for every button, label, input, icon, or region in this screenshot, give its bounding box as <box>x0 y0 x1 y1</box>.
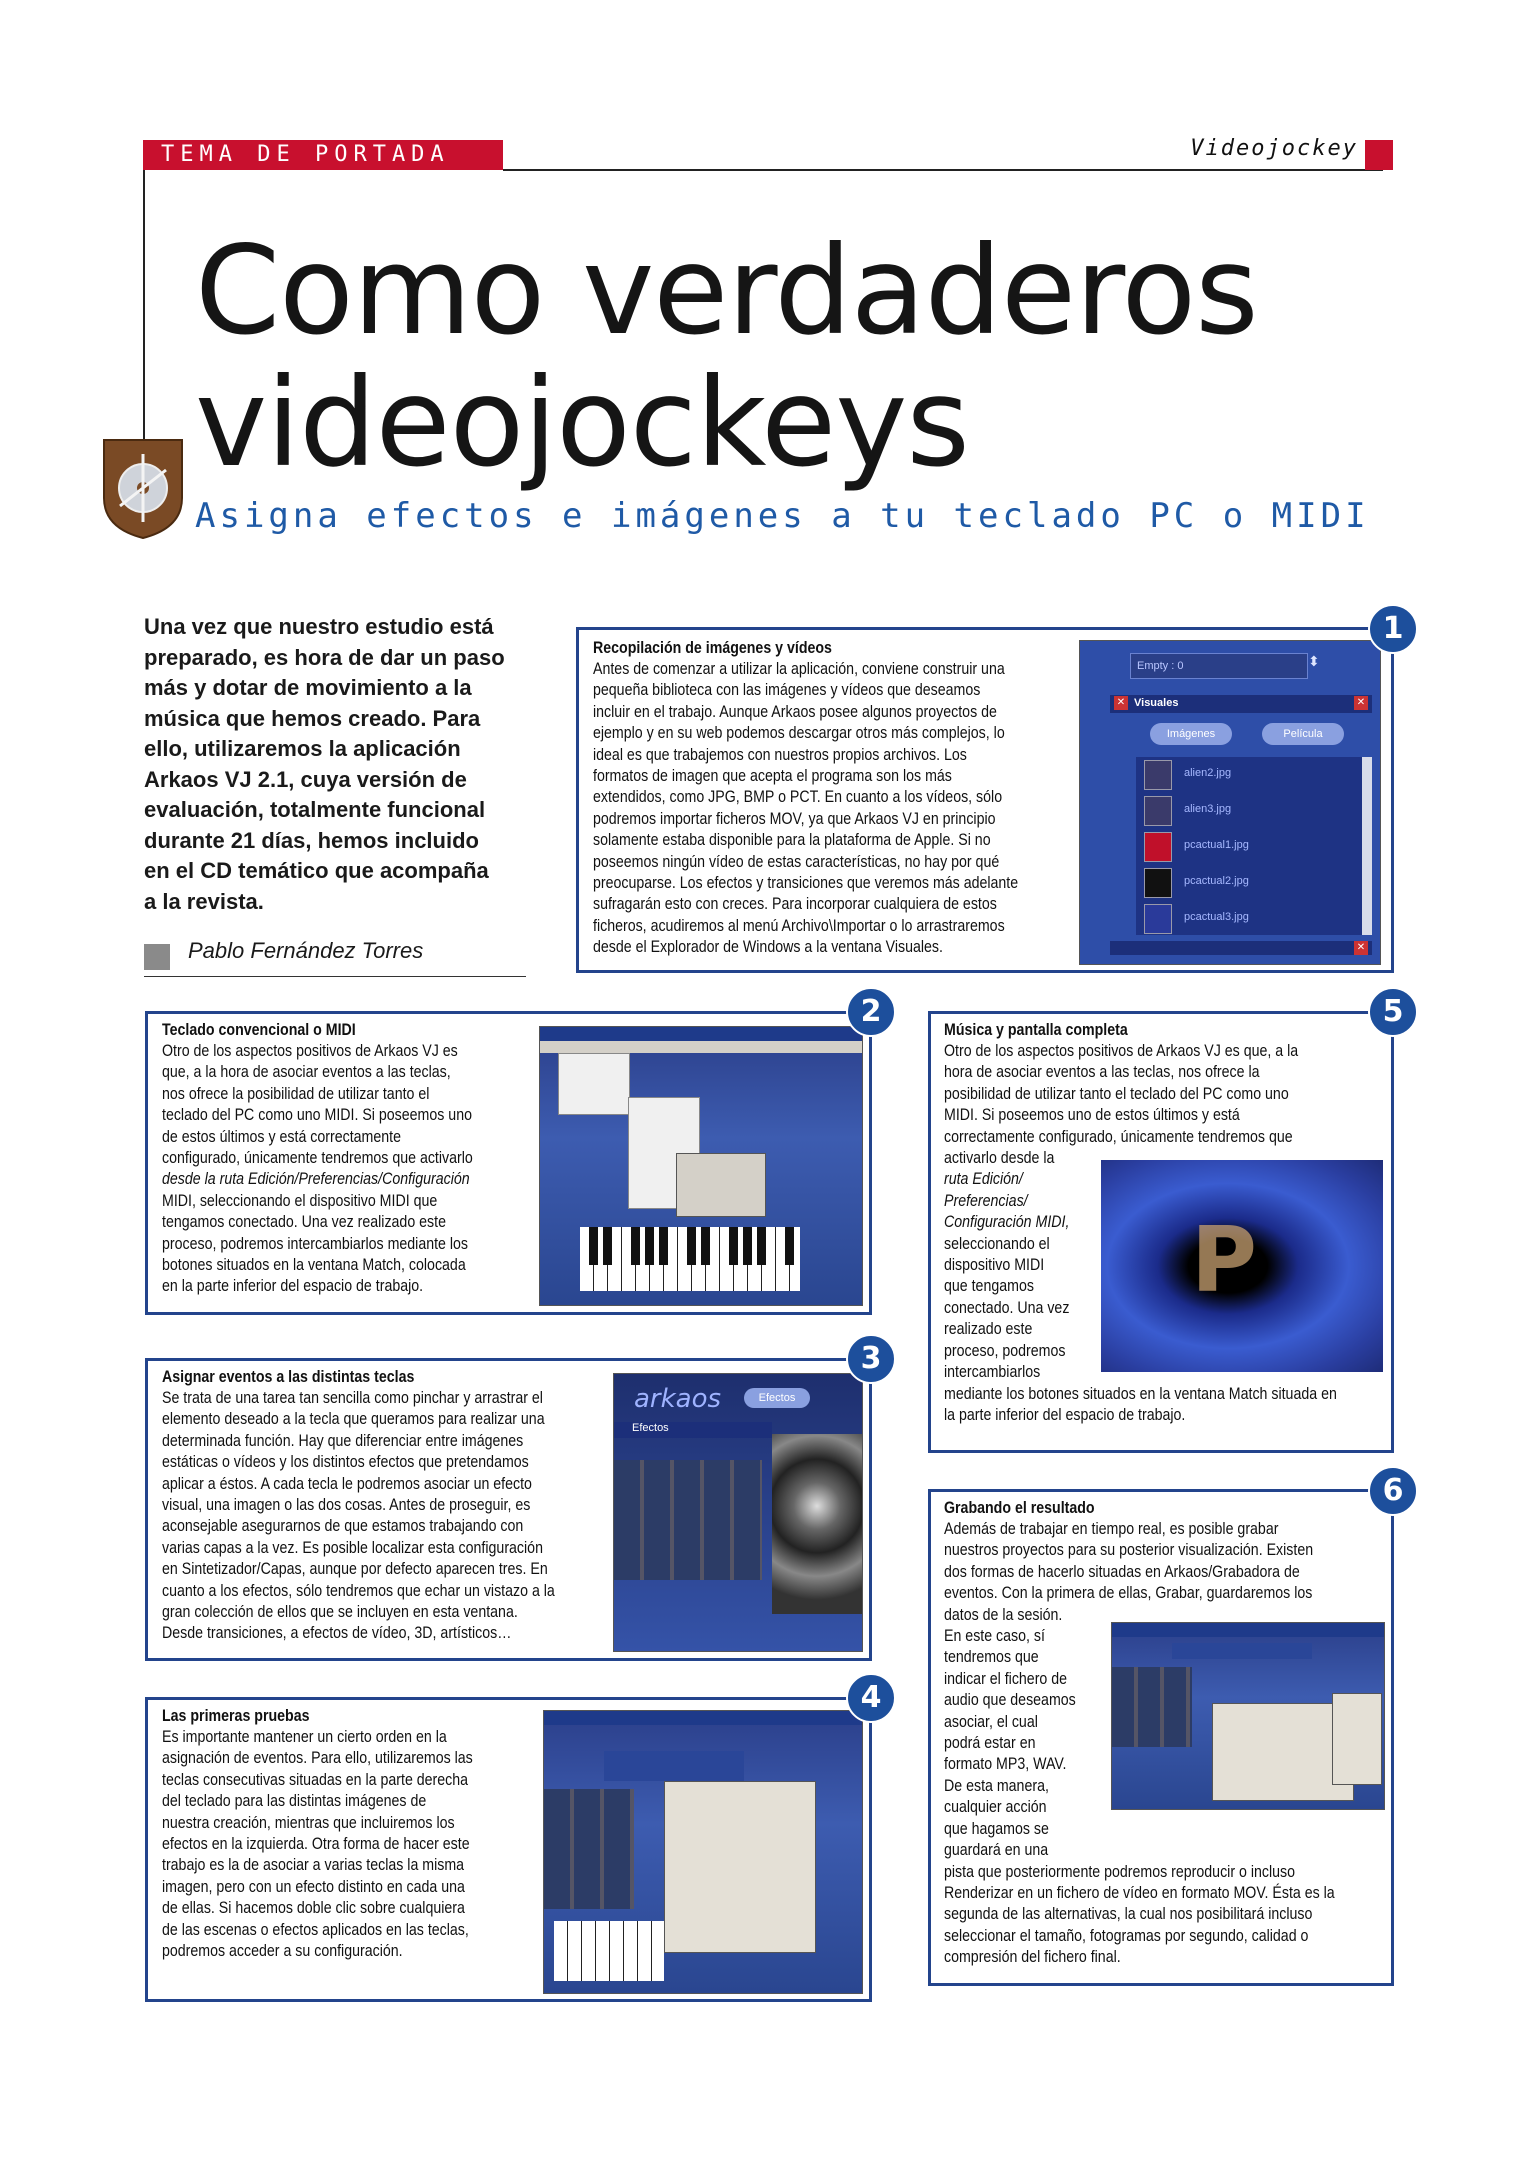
text-line: dispositivo MIDI <box>944 1256 1045 1275</box>
effects-window-screenshot <box>613 1373 863 1652</box>
text-line: Es importante mantener un cierto orden en la <box>162 1728 447 1746</box>
step-5-title: Música y pantalla completa <box>944 1021 1128 1039</box>
options-dialog <box>1332 1693 1382 1785</box>
text-line: que tengamos <box>944 1277 1034 1296</box>
intro-line: a la revista. <box>144 888 264 914</box>
step-badge-4: 4 <box>846 1673 896 1723</box>
text-line: determinada función. Hay que diferenciar entre imágenes <box>162 1431 524 1450</box>
text-line: en la parte inferior del espacio de trabajo. <box>162 1277 424 1296</box>
title-line-2: videojockeys <box>195 352 969 494</box>
step-4-title: Las primeras pruebas <box>162 1707 310 1725</box>
text-line: tendremos que <box>944 1648 1039 1667</box>
text-line: asignación de eventos. Para ello, utilizaremos las <box>162 1749 473 1768</box>
text-line: MIDI. Si poseemos uno de estos últimos y está <box>944 1106 1240 1125</box>
midi-dialog <box>676 1153 766 1217</box>
intro-line: en el CD temático que acompaña <box>144 858 489 883</box>
list-item[interactable] <box>1136 865 1362 899</box>
text-line: cualquier acción <box>944 1798 1047 1817</box>
topic-marker <box>1365 140 1393 170</box>
step-4-content <box>162 1706 532 1962</box>
tab-movie[interactable]: Película <box>1262 723 1344 745</box>
text-line: proceso, podremos <box>944 1341 1066 1360</box>
text-line: indicar el fichero de <box>944 1669 1068 1688</box>
step-3-text <box>162 1388 601 1645</box>
intro-line: Una vez que nuestro estudio está <box>144 614 494 639</box>
text-line: Se trata de una tarea tan sencilla como pinchar y arrastrar el <box>162 1389 543 1407</box>
text-line: elemento deseado a la tecla que queramos para realizar una <box>162 1410 545 1429</box>
text-line: tengamos conectado. Una vez realizado este <box>162 1213 446 1232</box>
close-icon[interactable]: ✕ <box>1354 941 1368 955</box>
text-line: Renderizar en un fichero de vídeo en formato MOV. Ésta es la <box>944 1883 1335 1902</box>
text-line: estáticas o vídeos y los distintos efectos que pretendamos <box>162 1453 529 1472</box>
text-line: la parte inferior del espacio de trabajo. <box>944 1405 1186 1424</box>
text-line: Otro de los aspectos positivos de Arkaos VJ es <box>162 1042 458 1060</box>
text-line: audio que deseamos <box>944 1691 1076 1710</box>
text-line: eventos. Con la primera de ellas, Grabar, guardaremos los <box>944 1584 1313 1603</box>
header-vertical-rule <box>143 170 145 440</box>
author-rule <box>144 976 526 977</box>
text-line: nuestros proyectos para su posterior visualización. Existen <box>944 1541 1314 1560</box>
scene-config-screenshot <box>543 1710 863 1994</box>
step-2-content <box>162 1020 522 1298</box>
menu-bar <box>540 1041 862 1053</box>
intro-line: evaluación, totalmente funcional <box>144 797 486 822</box>
page-title <box>195 220 1258 494</box>
text-line: activarlo desde la <box>944 1149 1055 1168</box>
step-1-title: Recopilación de imágenes y vídeos <box>593 639 832 657</box>
text-line: Antes de comenzar a utilizar la aplicación, conviene construir una <box>593 660 1005 678</box>
text-line: varias capas a la vez. Es posible localizar esta configuración <box>162 1538 543 1557</box>
text-line: Además de trabajar en tiempo real, es posible grabar <box>944 1520 1279 1538</box>
config-dialog <box>664 1781 816 1953</box>
step-badge-5: 5 <box>1368 987 1418 1037</box>
text-line: de las escenas o efectos aplicados en las teclas, <box>162 1920 469 1939</box>
window-titlebar <box>540 1027 862 1041</box>
toolbar-area <box>1172 1643 1312 1659</box>
text-line: teclado del PC como uno MIDI. Si poseemos uno <box>162 1106 472 1125</box>
effects-button[interactable]: Efectos <box>744 1388 810 1408</box>
thumbnail <box>1144 796 1172 826</box>
file-name: alien3.jpg <box>1184 803 1232 815</box>
text-line: imagen, pero con un efecto distinto en cada una <box>162 1877 465 1896</box>
visuales-window-screenshot <box>1079 640 1381 965</box>
step-badge-6: 6 <box>1368 1466 1418 1516</box>
text-line: efectos en la izquierda. Otra forma de hacer este <box>162 1835 470 1854</box>
list-item[interactable] <box>1136 829 1362 863</box>
midi-keyboard <box>554 1921 664 1981</box>
thumbnail <box>1144 760 1172 790</box>
section-label-text: TEMA DE PORTADA <box>161 142 450 167</box>
step-box-3 <box>145 1358 872 1661</box>
text-line: datos de la sesión. <box>944 1605 1063 1624</box>
window-titlebar <box>1112 1623 1384 1637</box>
text-line: formatos de imagen que acepta el programa son los más <box>593 767 952 786</box>
step-box-4 <box>145 1697 872 2002</box>
visuales-titlebar <box>1110 695 1372 713</box>
text-line: visual, una imagen o las dos cosas. Antes de proseguir, es <box>162 1496 531 1515</box>
step-2-title: Teclado convencional o MIDI <box>162 1021 356 1039</box>
title-line-1: Como verdaderos <box>195 220 1258 362</box>
topic-label: Videojockey <box>1190 136 1358 161</box>
empty-field: Empty : 0 <box>1130 653 1308 679</box>
text-line: nos ofrece la posibilidad de utilizar tanto el <box>162 1084 430 1103</box>
step-1-content <box>593 638 1073 959</box>
step-box-1 <box>576 627 1394 973</box>
step-1-text <box>593 659 1072 959</box>
text-line: seleccionar el tamaño, fotogramas por segundo, calidad o <box>944 1926 1309 1945</box>
text-line: solamente estaba disponible para la plataforma de Apple. Si no <box>593 831 991 850</box>
text-line: sufragarán esto con creces. Para incorporar cualquiera de estos <box>593 895 997 914</box>
text-line: segunda de las alternativas, la cual nos posibilitará incluso <box>944 1905 1313 1924</box>
text-line: Preferencias/ <box>944 1191 1028 1210</box>
text-line: incluir en el trabajo. Aunque Arkaos posee algunos proyectos de <box>593 702 997 721</box>
effects-grid <box>544 1789 634 1909</box>
toolbar-area <box>604 1751 744 1781</box>
file-list <box>1136 757 1372 935</box>
dropdown-menu <box>558 1053 630 1115</box>
intro-line: durante 21 días, hemos incluido <box>144 827 479 853</box>
text-line: en Sintetizador/Capas, aunque por defecto aparecen tres. En <box>162 1560 548 1579</box>
thumbnail <box>1144 904 1172 934</box>
text-line: intercambiarlos <box>944 1363 1041 1382</box>
text-line: guardará en una <box>944 1841 1049 1860</box>
text-line: poseemos ningún vídeo de estas características, no hay por qué <box>593 852 1000 871</box>
text-line: aconsejable asegurarnos de que estamos trabajando con <box>162 1517 524 1536</box>
text-line: mediante los botones situados en la ventana Match situada en <box>944 1384 1337 1403</box>
text-line: ruta Edición/ <box>944 1170 1023 1189</box>
intro-line: ello, utilizaremos la aplicación <box>144 736 461 761</box>
text-line: correctamente configurado, únicamente tendremos que <box>944 1127 1293 1146</box>
step-box-5 <box>928 1011 1394 1453</box>
step-badge-3: 3 <box>846 1334 896 1384</box>
file-name: pcactual3.jpg <box>1184 911 1249 923</box>
file-name: alien2.jpg <box>1184 767 1232 779</box>
text-line: ejemplo y en su web podemos descargar otros más complejos, lo <box>593 724 1005 743</box>
close-icon[interactable]: ✕ <box>1114 696 1128 710</box>
midi-keyboard <box>580 1227 800 1291</box>
text-line: ficheros, acudiremos al menú Archivo\Importar o lo arrastraremos <box>593 916 1005 935</box>
list-item[interactable] <box>1136 793 1362 827</box>
text-line: que hagamos se <box>944 1819 1049 1838</box>
file-name: pcactual2.jpg <box>1184 875 1249 887</box>
step-4-text <box>162 1727 531 1962</box>
file-name: pcactual1.jpg <box>1184 839 1249 851</box>
text-line: trabajo es la de asociar a varias teclas la misma <box>162 1856 465 1875</box>
text-line: MIDI, seleccionando el dispositivo MIDI que <box>162 1191 438 1210</box>
text-line: realizado este <box>944 1320 1033 1339</box>
text-line: extendidos, como JPG, BMP o PCT. En cuanto a los vídeos, sólo <box>593 788 1003 807</box>
preview-panel <box>772 1434 862 1614</box>
text-line: del teclado para las distintas imágenes de <box>162 1792 427 1811</box>
intro-line: Arkaos VJ 2.1, cuya versión de <box>144 766 467 792</box>
intro-line: más y dotar de movimiento a la <box>144 675 472 700</box>
text-line: hora de asociar eventos a las teclas, nos ofrece la <box>944 1063 1260 1082</box>
text-line: gran colección de ellos que se incluyen en esta ventana. <box>162 1603 518 1622</box>
text-line: aplicar a éstos. A cada tecla le podremos asociar un efecto <box>162 1474 532 1493</box>
text-line: En este caso, sí <box>944 1627 1045 1646</box>
author-marker <box>144 944 170 970</box>
thumbnail <box>1144 832 1172 862</box>
text-line: formato MP3, WAV. <box>944 1755 1067 1774</box>
step-3-title: Asignar eventos a las distintas teclas <box>162 1368 415 1386</box>
effects-grid <box>1112 1667 1192 1747</box>
window-titlebar <box>544 1711 862 1725</box>
header-rule <box>503 169 1383 171</box>
text-line: desde el Explorador de Windows a la ventana Visuales. <box>593 938 943 957</box>
text-line: podremos importar ficheros MOV, ya que Arkaos VJ en principio <box>593 809 996 828</box>
text-line: ideal es que trabajemos con nuestros propios archivos. Los <box>593 745 967 764</box>
text-line: que, a la hora de asociar eventos a las teclas, <box>162 1063 451 1082</box>
text-line: Otro de los aspectos positivos de Arkaos VJ es que, a la <box>944 1042 1299 1060</box>
scrollbar[interactable] <box>1362 757 1372 935</box>
arkaos-logo: arkaos <box>634 1384 722 1414</box>
thumbnail <box>1144 868 1172 898</box>
step-badge-1: 1 <box>1368 604 1418 654</box>
author-name: Pablo Fernández Torres <box>188 938 424 963</box>
page-subtitle: Asigna efectos e imágenes a tu teclado PC o MIDI <box>195 496 1370 536</box>
text-line: seleccionando el <box>944 1234 1050 1253</box>
text-line: cuanto a los efectos, sólo tendremos que echar un vistazo a la <box>162 1581 555 1600</box>
text-line: desde la ruta Edición/Preferencias/Configuración <box>162 1170 470 1189</box>
text-line: pista que posteriormente podremos reproducir o incluso <box>944 1862 1296 1881</box>
text-line: botones situados en la ventana Match, colocada <box>162 1256 466 1275</box>
midi-settings-screenshot <box>539 1026 863 1306</box>
text-line: podrá estar en <box>944 1734 1036 1753</box>
text-line: preocuparse. Los efectos y transiciones que veremos más adelante <box>593 874 1019 893</box>
text-line: posibilidad de utilizar tanto el teclado del PC como uno <box>944 1084 1289 1103</box>
fullscreen-preview-screenshot <box>1101 1160 1383 1372</box>
recorder-screenshot <box>1111 1622 1385 1810</box>
text-line: proceso, podremos intercambiarlos mediante los <box>162 1234 469 1253</box>
visuales-footer <box>1110 941 1372 955</box>
effects-panel-title: Efectos <box>614 1422 772 1438</box>
text-line: configurado, únicamente tendremos que activarlo <box>162 1149 473 1168</box>
close-icon[interactable]: ✕ <box>1354 696 1368 710</box>
text-line: pequeña biblioteca con las imágenes y vídeos que deseamos <box>593 681 981 700</box>
section-emblem-icon <box>100 436 186 540</box>
step-3-content <box>162 1367 602 1645</box>
step-2-text <box>162 1041 521 1298</box>
text-line: dos formas de hacerlo situadas en Arkaos/Grabadora de <box>944 1562 1300 1581</box>
text-line: podremos acceder a su configuración. <box>162 1942 403 1961</box>
intro-paragraph <box>144 612 524 917</box>
step-6-title: Grabando el resultado <box>944 1499 1095 1517</box>
pc-logo-letter: P <box>1191 1208 1257 1313</box>
text-line: compresión del fichero final. <box>944 1948 1121 1967</box>
visuales-title: Visuales <box>1134 697 1179 709</box>
text-line: Configuración MIDI, <box>944 1213 1070 1232</box>
step-badge-2: 2 <box>846 987 896 1037</box>
section-label <box>143 140 503 170</box>
intro-line: música que hemos creado. Para <box>144 705 481 731</box>
up-down-arrows-icon: ⬍ <box>1308 653 1320 669</box>
text-line: asociar, el cual <box>944 1712 1038 1731</box>
step-box-6 <box>928 1489 1394 1986</box>
text-line: de ellas. Si hacemos doble clic sobre cualquiera <box>162 1899 465 1918</box>
step-box-2 <box>145 1011 872 1315</box>
text-line: de estos últimos y está correctamente <box>162 1127 401 1146</box>
text-line: nuestra creación, mientras que incluiremos los <box>162 1813 455 1832</box>
text-line: conectado. Una vez <box>944 1298 1070 1317</box>
text-line: Desde transiciones, a efectos de vídeo, 3D, artísticos… <box>162 1624 512 1643</box>
list-item[interactable] <box>1136 757 1362 791</box>
tab-images[interactable]: Imágenes <box>1150 723 1232 745</box>
effects-grid <box>614 1460 762 1580</box>
text-line: De esta manera, <box>944 1776 1049 1795</box>
intro-line: preparado, es hora de dar un paso <box>144 644 505 670</box>
list-item[interactable] <box>1136 901 1362 935</box>
text-line: teclas consecutivas situadas en la parte derecha <box>162 1770 469 1789</box>
